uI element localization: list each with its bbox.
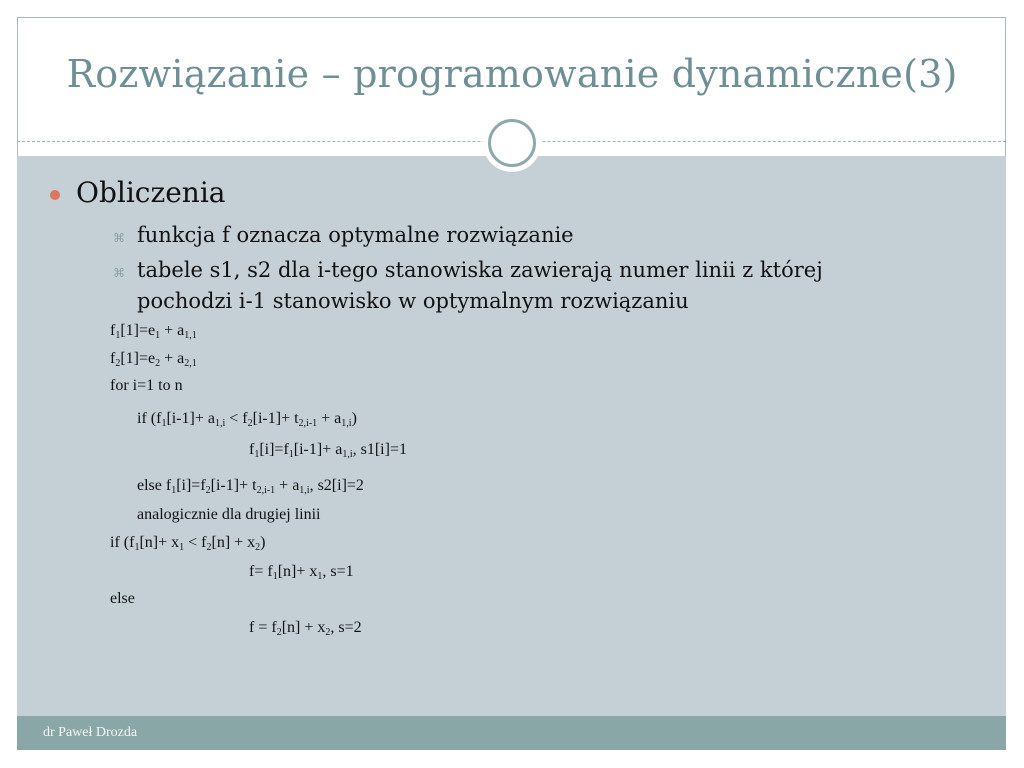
code-line-6: else $f_1[i]=f_2[i-1]+ t_{2,i-1} + a_{1,i}$, s2[i]=2 <box>137 477 364 496</box>
bullet-dot-icon <box>50 190 60 200</box>
sub-bullet-2-line1: tabele s1, s2 dla i-tego stanowiska zawierają numer linii z której <box>137 258 823 282</box>
code-line-8: if $(f_1[n]+ x_1 < f_2[n] + x_2)$ <box>110 534 266 553</box>
sub-bullet-2-line2: pochodzi i-1 stanowisko w optymalnym rozwiązaniu <box>137 289 689 313</box>
code-line-7: analogicznie dla drugiej linii <box>137 506 321 523</box>
code-line-9: $f= f_1[n]+ x_1$, s=1 <box>249 563 354 582</box>
sub-bullet-icon: ⌘ <box>113 231 125 245</box>
code-line-2: $f_2[1]=e_2 + a_{2,1}$ <box>110 350 197 369</box>
footer-bar <box>17 716 1006 750</box>
code-line-3: for i=1 to n <box>110 377 183 394</box>
decorative-ring-icon <box>488 119 536 167</box>
footer-author: dr Paweł Drozda <box>43 725 138 740</box>
code-line-1: $f_1[1]=e_1 + a_{1,1}$ <box>110 322 197 341</box>
sub-bullet-icon: ⌘ <box>113 266 125 280</box>
code-line-10: else <box>110 590 135 607</box>
code-line-5: $f_1[i]=f_1[i-1]+ a_{1,i}$, s1[i]=1 <box>249 441 407 460</box>
code-line-4: if $(f_1[i-1]+ a_{1,i} < f_2[i-1]+ t_{2,i-1} + a_{1,i})$ <box>137 410 357 429</box>
sub-bullet-1: funkcja f oznacza optymalne rozwiązanie <box>137 223 574 247</box>
code-line-11: $f = f_2[n] + x_2$, s=2 <box>249 619 362 638</box>
bullet-main: Obliczenia <box>76 176 226 209</box>
slide-title: Rozwiązanie – programowanie dynamiczne(3) <box>66 52 958 96</box>
